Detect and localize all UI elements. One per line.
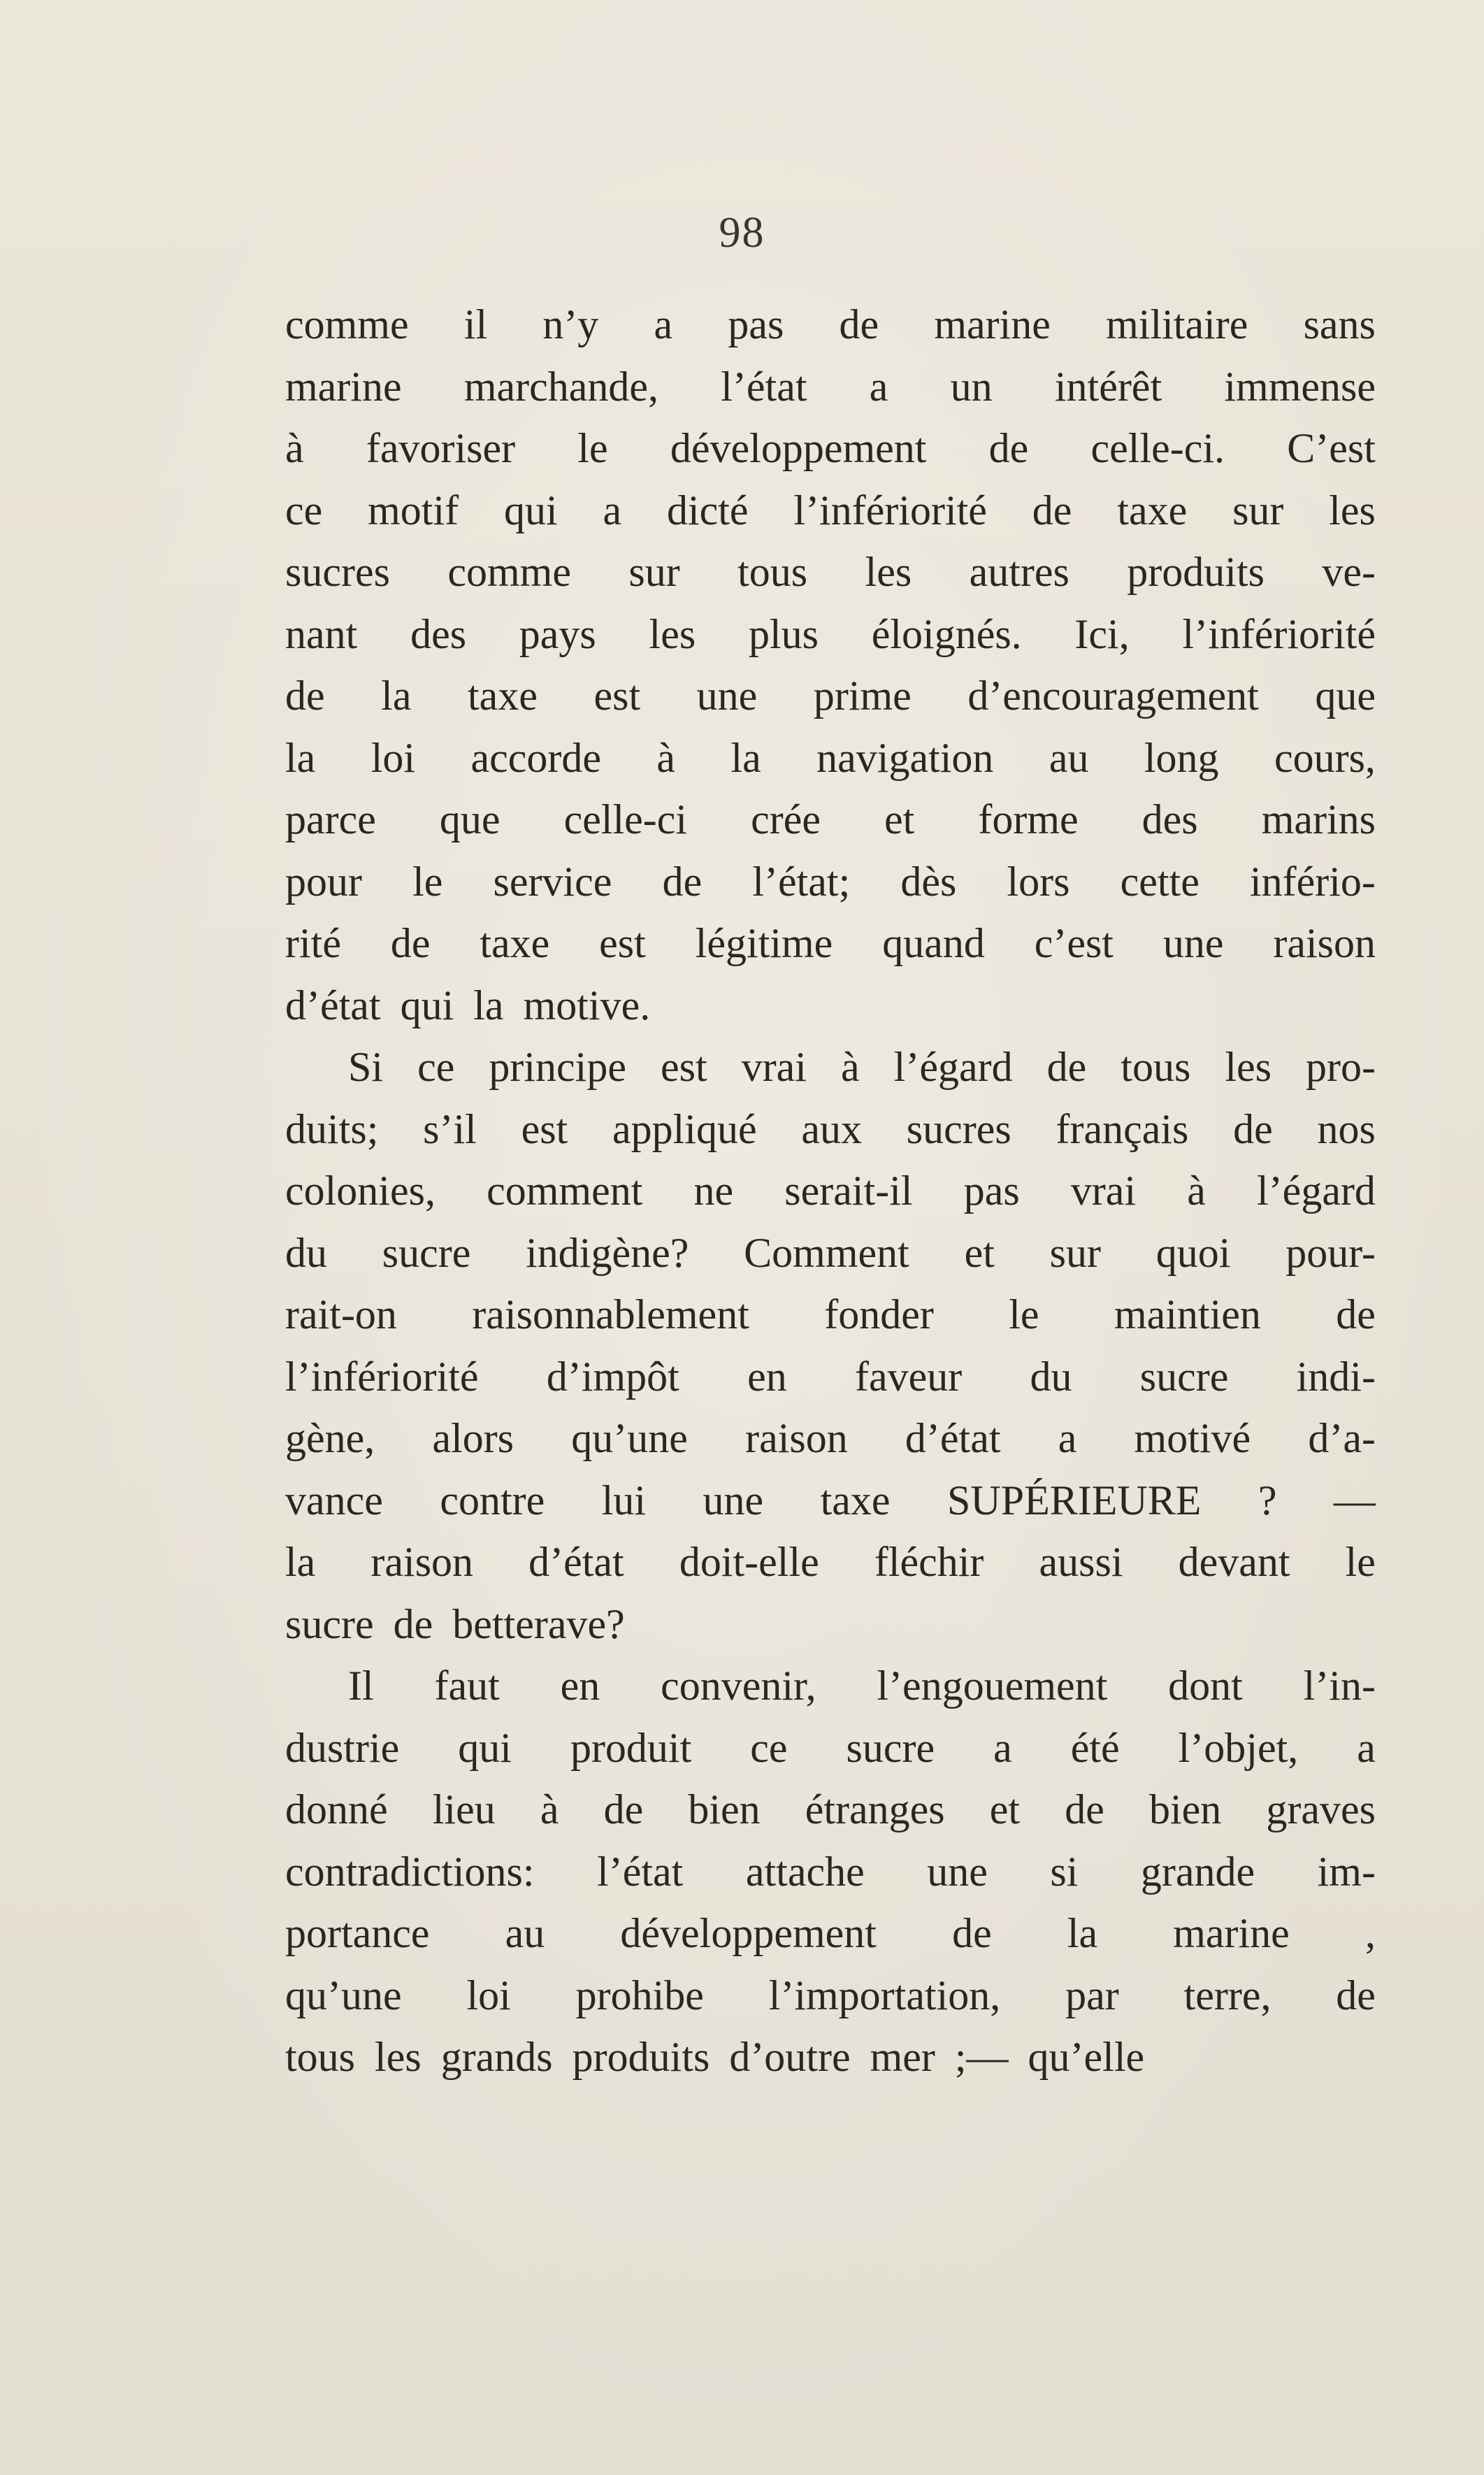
word: a bbox=[993, 1724, 1012, 1771]
word: sans bbox=[1303, 301, 1376, 347]
text-line bbox=[285, 912, 1376, 975]
word: et bbox=[884, 796, 915, 842]
word: doit-elle bbox=[679, 1539, 819, 1585]
word: produits bbox=[1127, 549, 1265, 595]
word: devant bbox=[1178, 1539, 1290, 1585]
word: produits bbox=[572, 2034, 710, 2080]
word: loi bbox=[466, 1972, 511, 2018]
word: comme bbox=[447, 549, 571, 595]
word: graves bbox=[1266, 1786, 1376, 1832]
word: raison bbox=[745, 1415, 848, 1461]
word: betterave? bbox=[452, 1600, 625, 1647]
word: en bbox=[560, 1663, 600, 1709]
word: dicté bbox=[666, 487, 749, 533]
word: comme bbox=[285, 301, 409, 347]
word: prime bbox=[813, 673, 912, 719]
word: du bbox=[1030, 1353, 1072, 1400]
word: ce bbox=[417, 1044, 455, 1090]
word: l’engouement bbox=[877, 1663, 1108, 1709]
word: été bbox=[1070, 1724, 1120, 1771]
word: militaire bbox=[1106, 301, 1248, 347]
text-line bbox=[285, 1222, 1376, 1284]
word: les bbox=[1225, 1044, 1272, 1090]
word: l’infériorité bbox=[793, 487, 987, 533]
word: immense bbox=[1224, 363, 1376, 410]
word: n’y bbox=[542, 301, 599, 347]
word: marchande, bbox=[463, 363, 659, 410]
word: à bbox=[841, 1044, 860, 1090]
word: comment bbox=[487, 1168, 643, 1214]
word: ? bbox=[1258, 1477, 1277, 1523]
word: la bbox=[381, 673, 412, 719]
word: une bbox=[1162, 920, 1224, 966]
word: le bbox=[1009, 1291, 1039, 1337]
word: Comment bbox=[744, 1229, 909, 1276]
word: accorde bbox=[470, 734, 601, 781]
word: marine bbox=[285, 363, 402, 410]
text-line bbox=[285, 603, 1376, 666]
word: s’il bbox=[423, 1105, 477, 1152]
word: de bbox=[393, 1600, 433, 1647]
word: le bbox=[1345, 1539, 1376, 1585]
word: bien bbox=[1148, 1786, 1222, 1832]
word: d’état bbox=[285, 982, 381, 1028]
text-line bbox=[285, 1531, 1376, 1593]
word: de bbox=[603, 1786, 644, 1832]
word: l’égard bbox=[893, 1044, 1013, 1090]
word: pour- bbox=[1285, 1229, 1376, 1276]
word: d’état bbox=[905, 1415, 1001, 1461]
word: motif bbox=[368, 487, 459, 533]
word: dès bbox=[900, 858, 957, 905]
word: c’est bbox=[1034, 920, 1114, 966]
word: une bbox=[696, 673, 758, 719]
word: nant bbox=[285, 610, 358, 657]
word: lieu bbox=[432, 1786, 496, 1832]
word: est bbox=[599, 920, 646, 966]
word: lui bbox=[601, 1477, 647, 1523]
word: développement bbox=[620, 1910, 877, 1956]
word: l’état; bbox=[752, 858, 851, 905]
word: l’in- bbox=[1303, 1663, 1376, 1709]
word: qui bbox=[400, 982, 454, 1028]
word: qu’une bbox=[285, 1972, 402, 2018]
word: crée bbox=[751, 796, 821, 842]
word: , bbox=[1364, 1910, 1376, 1956]
word: marine bbox=[1173, 1910, 1290, 1956]
word: loi bbox=[370, 734, 416, 781]
word: vrai bbox=[1070, 1168, 1137, 1214]
word: de bbox=[1065, 1786, 1104, 1832]
word: marine bbox=[934, 301, 1051, 347]
word: de bbox=[952, 1910, 992, 1956]
word: ce bbox=[285, 487, 323, 533]
word: le bbox=[412, 858, 443, 905]
word: faveur bbox=[854, 1353, 963, 1400]
text-line bbox=[285, 1470, 1376, 1532]
word: de bbox=[1336, 1972, 1376, 2018]
text-line bbox=[285, 1841, 1376, 1903]
word: une bbox=[927, 1848, 988, 1895]
word: d’a- bbox=[1308, 1415, 1376, 1461]
word: raison bbox=[370, 1539, 474, 1585]
word: dont bbox=[1168, 1663, 1243, 1709]
word: indi- bbox=[1296, 1353, 1376, 1400]
word: développement bbox=[670, 425, 927, 471]
word: la bbox=[285, 734, 316, 781]
word: a bbox=[603, 487, 622, 533]
word: d’état bbox=[528, 1539, 624, 1585]
word: qui bbox=[458, 1724, 512, 1771]
word: autres bbox=[969, 549, 1069, 595]
word: la bbox=[473, 982, 504, 1028]
word: a bbox=[869, 363, 888, 410]
word: est bbox=[661, 1044, 707, 1090]
word: vrai bbox=[741, 1044, 807, 1090]
word: étranges bbox=[805, 1786, 945, 1832]
word: lors bbox=[1007, 858, 1070, 905]
word: du bbox=[285, 1229, 327, 1276]
word: terre, bbox=[1183, 1972, 1272, 2018]
word: aux bbox=[801, 1105, 862, 1152]
word: par bbox=[1065, 1972, 1119, 2018]
word: un bbox=[950, 363, 993, 410]
word: service bbox=[493, 858, 612, 905]
word: cours, bbox=[1274, 734, 1376, 781]
word: de bbox=[662, 858, 703, 905]
word: C’est bbox=[1287, 425, 1376, 471]
word: principe bbox=[489, 1044, 626, 1090]
word: taxe bbox=[480, 920, 550, 966]
text-line bbox=[285, 417, 1376, 480]
text-line bbox=[285, 1655, 1376, 1717]
word: grands bbox=[440, 2034, 553, 2080]
word: Ici, bbox=[1074, 610, 1130, 657]
word: motivé bbox=[1134, 1415, 1251, 1461]
word: favoriser bbox=[366, 425, 516, 471]
word: sur bbox=[1232, 487, 1284, 533]
word: quoi bbox=[1155, 1229, 1231, 1276]
word: l’égard bbox=[1257, 1168, 1376, 1214]
word: long bbox=[1144, 734, 1219, 781]
word: à bbox=[656, 734, 676, 781]
word: de bbox=[839, 301, 879, 347]
word: sucres bbox=[285, 549, 390, 595]
word: ve- bbox=[1322, 549, 1376, 595]
word: l’état bbox=[721, 363, 807, 410]
word: portance bbox=[285, 1910, 430, 1956]
word: Si bbox=[348, 1044, 384, 1090]
word: appliqué bbox=[612, 1105, 757, 1152]
word: de bbox=[1046, 1044, 1087, 1090]
word: colonies, bbox=[285, 1168, 435, 1214]
word: à bbox=[285, 425, 304, 471]
word: taxe bbox=[820, 1477, 891, 1523]
text-line bbox=[285, 2026, 1376, 2088]
word: de bbox=[285, 673, 325, 719]
word: celle-ci. bbox=[1090, 425, 1225, 471]
word: tous bbox=[1121, 1044, 1191, 1090]
paragraph bbox=[285, 1036, 1376, 1655]
text-line bbox=[285, 1965, 1376, 2027]
word: éloignés. bbox=[871, 610, 1022, 657]
word: les bbox=[649, 610, 696, 657]
word: convenir, bbox=[661, 1663, 816, 1709]
word: rait-on bbox=[285, 1291, 397, 1337]
word: — bbox=[1333, 1477, 1376, 1523]
word: d’encouragement bbox=[967, 673, 1259, 719]
word: pour bbox=[285, 858, 362, 905]
text-line bbox=[285, 1036, 1376, 1098]
text-line bbox=[285, 1593, 1376, 1656]
word: sucre bbox=[846, 1724, 935, 1771]
word: au bbox=[505, 1910, 545, 1956]
word: pays bbox=[519, 610, 596, 657]
word: gène, bbox=[285, 1415, 375, 1461]
word: SUPÉRIEURE bbox=[947, 1477, 1202, 1523]
text-line bbox=[285, 541, 1376, 603]
text-line bbox=[285, 356, 1376, 418]
text-line bbox=[285, 975, 1376, 1037]
word: rité bbox=[285, 920, 341, 966]
word: infério- bbox=[1249, 858, 1376, 905]
text-line bbox=[285, 294, 1376, 356]
word: contre bbox=[440, 1477, 545, 1523]
text-line bbox=[285, 1098, 1376, 1161]
word: l’importation, bbox=[768, 1972, 1001, 2018]
word: qui bbox=[503, 487, 558, 533]
word: qu’elle bbox=[1028, 2034, 1145, 2080]
text-line bbox=[285, 1717, 1376, 1779]
word: pro- bbox=[1306, 1044, 1376, 1090]
word: sucre bbox=[285, 1600, 374, 1647]
word: Il bbox=[348, 1663, 374, 1709]
paragraph bbox=[285, 1655, 1376, 2088]
word: a bbox=[1058, 1415, 1077, 1461]
word: raison bbox=[1273, 920, 1376, 966]
word: ne bbox=[693, 1168, 734, 1214]
text-line bbox=[285, 1284, 1376, 1346]
word: grande bbox=[1140, 1848, 1255, 1895]
word: faut bbox=[434, 1663, 500, 1709]
word: à bbox=[540, 1786, 559, 1832]
text-line bbox=[285, 665, 1376, 727]
word: duits; bbox=[285, 1105, 379, 1152]
word: taxe bbox=[1117, 487, 1188, 533]
word: l’infériorité bbox=[1182, 610, 1376, 657]
page-number: 98 bbox=[719, 209, 765, 257]
word: d’outre bbox=[729, 2034, 851, 2080]
word: légitime bbox=[695, 920, 833, 966]
word: dustrie bbox=[285, 1724, 400, 1771]
word: motive. bbox=[523, 982, 651, 1028]
word: a bbox=[1357, 1724, 1376, 1771]
word: une bbox=[703, 1477, 764, 1523]
word: bien bbox=[688, 1786, 761, 1832]
word: indigène? bbox=[526, 1229, 689, 1276]
word: donné bbox=[285, 1786, 388, 1832]
word: en bbox=[747, 1353, 787, 1400]
word: navigation bbox=[816, 734, 994, 781]
word: est bbox=[593, 673, 641, 719]
text-line bbox=[285, 1346, 1376, 1408]
word: d’impôt bbox=[546, 1353, 679, 1400]
word: contradictions: bbox=[285, 1848, 535, 1895]
word: et bbox=[964, 1229, 995, 1276]
word: mer bbox=[870, 2034, 935, 2080]
word: sucre bbox=[382, 1229, 471, 1276]
text-line bbox=[285, 727, 1376, 789]
text-line bbox=[285, 789, 1376, 851]
word: serait-il bbox=[784, 1168, 913, 1214]
word: raisonnablement bbox=[472, 1291, 749, 1337]
word: de bbox=[1336, 1291, 1376, 1337]
word: maintien bbox=[1114, 1291, 1261, 1337]
word: a bbox=[654, 301, 673, 347]
word: la bbox=[285, 1539, 316, 1585]
word: l’objet, bbox=[1178, 1724, 1299, 1771]
word: les bbox=[865, 549, 912, 595]
word: cette bbox=[1120, 858, 1200, 905]
word: pas bbox=[963, 1168, 1020, 1214]
word: fonder bbox=[824, 1291, 934, 1337]
word: intérêt bbox=[1054, 363, 1162, 410]
word: les bbox=[1329, 487, 1376, 533]
word: si bbox=[1050, 1848, 1079, 1895]
word: la bbox=[730, 734, 761, 781]
word: sur bbox=[628, 549, 680, 595]
word: la bbox=[1067, 1910, 1098, 1956]
text-line bbox=[285, 1407, 1376, 1470]
word: des bbox=[410, 610, 467, 657]
word: qu’une bbox=[571, 1415, 688, 1461]
text-line bbox=[285, 480, 1376, 542]
word: le bbox=[577, 425, 608, 471]
word: de bbox=[1233, 1105, 1273, 1152]
word: de bbox=[988, 425, 1029, 471]
word: et bbox=[989, 1786, 1021, 1832]
word: pas bbox=[728, 301, 784, 347]
word: plus bbox=[748, 610, 819, 657]
word: im- bbox=[1317, 1848, 1376, 1895]
word: marins bbox=[1261, 796, 1376, 842]
paragraph bbox=[285, 294, 1376, 1036]
word: prohibe bbox=[575, 1972, 704, 2018]
word: tous bbox=[285, 2034, 356, 2080]
text-line bbox=[285, 1160, 1376, 1222]
text-line bbox=[285, 851, 1376, 913]
word: l’infériorité bbox=[285, 1353, 479, 1400]
word: tous bbox=[737, 549, 808, 595]
word: ce bbox=[750, 1724, 788, 1771]
word: il bbox=[463, 301, 488, 347]
word: de bbox=[390, 920, 431, 966]
word: au bbox=[1049, 734, 1089, 781]
word: attache bbox=[745, 1848, 865, 1895]
word: que bbox=[439, 796, 500, 842]
text-line bbox=[285, 1902, 1376, 1965]
word: taxe bbox=[468, 673, 538, 719]
word: parce bbox=[285, 796, 376, 842]
word: alors bbox=[432, 1415, 514, 1461]
word: forme bbox=[978, 796, 1079, 842]
word: l’état bbox=[597, 1848, 684, 1895]
word: quand bbox=[882, 920, 985, 966]
word: que bbox=[1315, 673, 1376, 719]
word: produit bbox=[570, 1724, 692, 1771]
word: français bbox=[1056, 1105, 1189, 1152]
word: les bbox=[375, 2034, 422, 2080]
word: aussi bbox=[1039, 1539, 1123, 1585]
word: fléchir bbox=[874, 1539, 984, 1585]
word: vance bbox=[285, 1477, 383, 1523]
word: nos bbox=[1317, 1105, 1376, 1152]
text-line bbox=[285, 1779, 1376, 1841]
word: de bbox=[1032, 487, 1072, 533]
body-text bbox=[285, 294, 1376, 2088]
word: sucres bbox=[906, 1105, 1011, 1152]
word: sur bbox=[1049, 1229, 1101, 1276]
word: est bbox=[521, 1105, 568, 1152]
word: des bbox=[1141, 796, 1198, 842]
word: ;— bbox=[954, 2034, 1009, 2080]
word: celle-ci bbox=[563, 796, 688, 842]
word: sucre bbox=[1139, 1353, 1229, 1400]
word: à bbox=[1187, 1168, 1206, 1214]
